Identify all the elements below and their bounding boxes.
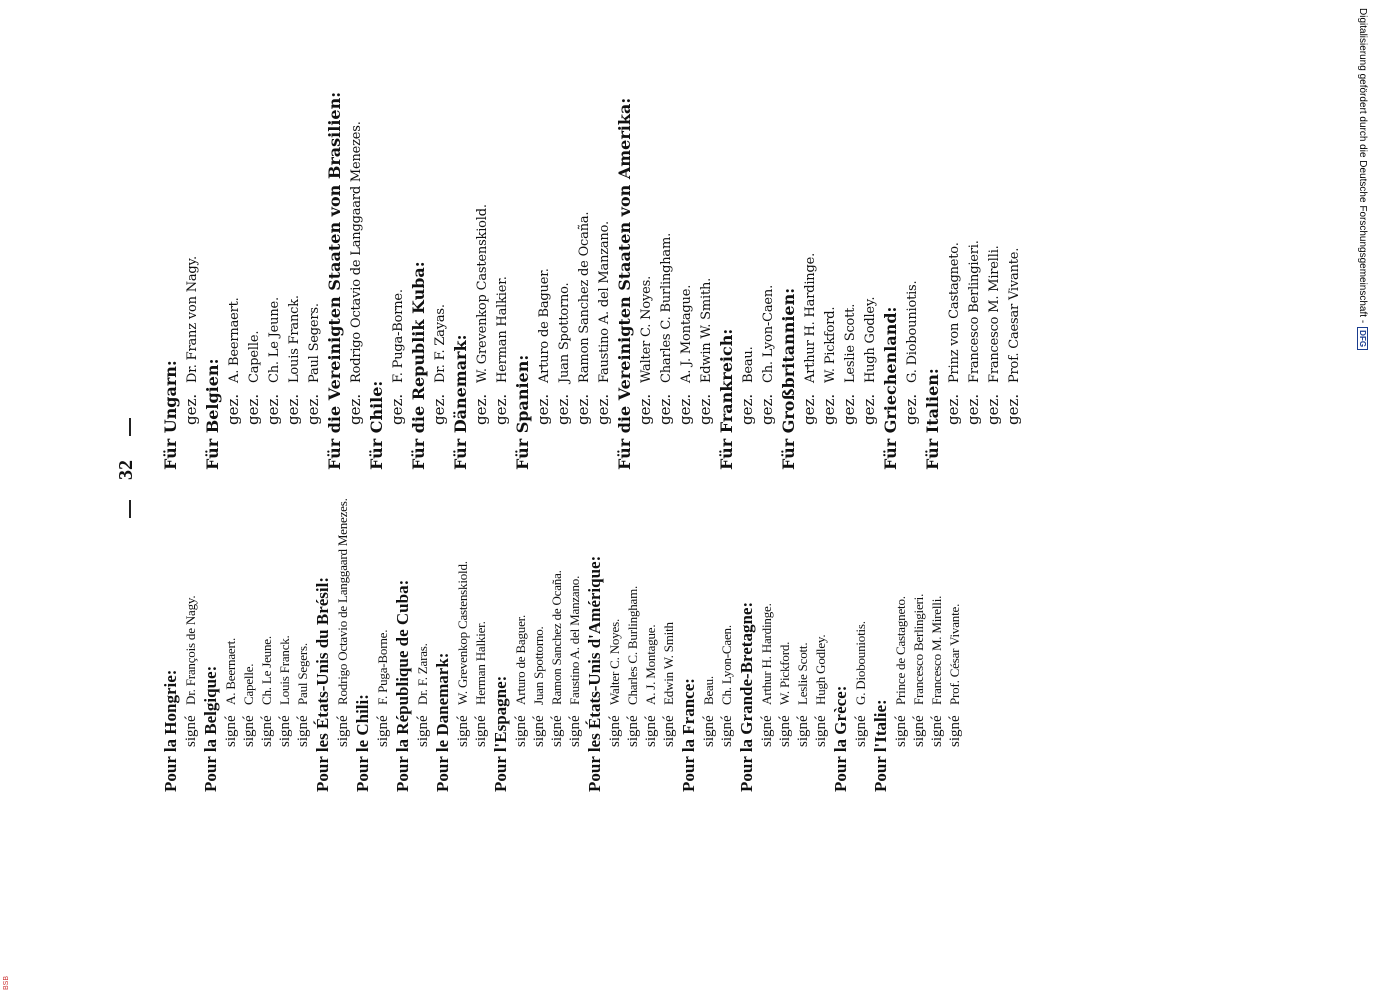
signature-prefix: signé — [567, 715, 583, 747]
signature-prefix: signé — [375, 715, 391, 747]
signatory-line — [964, 150, 984, 470]
signatory-line — [984, 150, 1004, 470]
signature-prefix: signé — [259, 715, 275, 747]
signature-prefix: signé — [277, 715, 293, 747]
signatory-name: Charles C. Burlingham. — [659, 232, 674, 383]
digitization-credit — [1357, 8, 1368, 350]
signatory-line — [346, 121, 366, 470]
signatory-name: Francesco Berlingieri. — [911, 593, 926, 705]
signature-prefix: gez. — [676, 393, 694, 425]
country-heading: Für Großbritannien: — [779, 287, 798, 470]
signatory-name: Capelle. — [247, 330, 262, 383]
signatory-line — [182, 150, 202, 470]
signature-prefix: gez. — [574, 393, 592, 425]
signature-prefix: gez. — [224, 393, 242, 425]
signature-prefix: gez. — [840, 393, 858, 425]
signatory-line — [840, 150, 860, 470]
signature-prefix: signé — [531, 715, 547, 747]
signatory-name: A. J. Montague. — [679, 284, 694, 383]
signature-group — [614, 97, 716, 470]
signatory-line — [594, 150, 614, 470]
signature-prefix: signé — [295, 715, 311, 747]
signatory-line — [758, 150, 778, 470]
signature-prefix: signé — [813, 715, 829, 747]
country-heading: Für Frankreich: — [717, 328, 736, 470]
signatory-name: Arturo de Baguer. — [537, 268, 552, 383]
signatory-name: F. Puga-Borne. — [375, 629, 390, 705]
signatory-name: Francesco M. Mirelli. — [987, 245, 1002, 383]
signature-group — [880, 150, 922, 470]
signatory-line — [944, 150, 964, 470]
signature-prefix: gez. — [636, 393, 654, 425]
signatory-name: Prof. Caesar Vivante. — [1007, 247, 1022, 383]
signatory-name: A. Beernaert. — [223, 637, 238, 705]
library-stamp: BSB — [3, 975, 10, 990]
signatory-name: A. J. Montague. — [643, 624, 658, 705]
signatory-line — [800, 150, 820, 470]
country-heading: Pour l'Espagne: — [491, 675, 510, 792]
signature-prefix: signé — [661, 715, 677, 747]
country-heading: Pour la Belgique: — [201, 665, 220, 792]
signatory-name: Juan Spottorno. — [531, 626, 546, 705]
page-number: 32 — [115, 460, 137, 480]
signatory-name: Prinz von Castagneto. — [947, 242, 962, 383]
signature-prefix: signé — [795, 715, 811, 747]
signatory-line — [656, 150, 676, 470]
signatory-name: Prof. César Vivante. — [947, 603, 962, 705]
signatory-name: Ramon Sanchez de Ocaña. — [549, 570, 564, 705]
signatory-name: Arturo de Baguer. — [513, 614, 528, 705]
signatory-name: Louis Franck. — [287, 295, 302, 383]
signature-prefix: signé — [513, 715, 529, 747]
signature-prefix: gez. — [304, 393, 322, 425]
signature-prefix: gez. — [284, 393, 302, 425]
signatory-name: G. Diobouniotis. — [853, 621, 868, 705]
signatory-name: Paul Segers. — [307, 303, 322, 383]
country-heading: Für Griechenland: — [881, 306, 900, 470]
signatory-name: Herman Halkier. — [495, 276, 510, 383]
page-number-dash-top — [129, 418, 131, 436]
signature-prefix: gez. — [244, 393, 262, 425]
signatory-name: Charles C. Burlingham. — [625, 585, 640, 705]
signatory-name: Capelle. — [241, 663, 256, 705]
signature-prefix: gez. — [1004, 393, 1022, 425]
country-heading: Pour la France: — [679, 678, 698, 792]
signature-prefix: signé — [643, 715, 659, 747]
signatory-name: Ch. Lyon-Caen. — [761, 284, 776, 383]
signature-prefix: signé — [911, 715, 927, 747]
signatory-line — [696, 150, 716, 470]
signatory-name: W. Grevenkop Castenskiold. — [475, 204, 490, 383]
signature-prefix: gez. — [902, 393, 920, 425]
signatory-name: Edwin W. Smith. — [699, 277, 714, 383]
country-heading: Für die Vereinigten Staaten von Brasilien: — [325, 91, 344, 470]
signatory-name: Edwin W. Smith — [661, 622, 676, 705]
signature-prefix: gez. — [430, 393, 448, 425]
signature-prefix: gez. — [944, 393, 962, 425]
signatory-name: Rodrigo Octavio de Langgaard Menezes. — [335, 498, 350, 705]
signatory-name: Walter C. Noyes. — [607, 618, 622, 705]
signatory-name: Prince de Castagneto. — [893, 596, 908, 705]
signatory-name: Juan Spottorno. — [557, 282, 572, 383]
signature-prefix: gez. — [472, 393, 490, 425]
country-heading: Pour le Danemark: — [433, 652, 452, 792]
signature-group — [202, 150, 324, 470]
country-heading: Pour la Grande-Bretagne: — [737, 601, 756, 792]
signature-prefix: gez. — [388, 393, 406, 425]
signature-prefix: gez. — [594, 393, 612, 425]
signatory-line — [534, 150, 554, 470]
country-heading: Pour la République de Cuba: — [393, 579, 412, 792]
country-heading: Pour l'Italie: — [871, 699, 890, 792]
dfg-logo: DFG — [1357, 327, 1368, 350]
signatory-line — [430, 150, 450, 470]
signatory-name: Walter C. Noyes. — [639, 276, 654, 383]
signatory-name: Ch. Le Jeune. — [259, 636, 274, 705]
signatory-line — [676, 150, 696, 470]
signature-prefix: gez. — [800, 393, 818, 425]
signatory-line — [636, 150, 656, 470]
country-heading: Pour la Hongrie: — [161, 669, 180, 792]
signatory-line — [284, 150, 304, 470]
signatory-name: Dr. F. Zaras. — [415, 643, 430, 705]
country-heading: Pour les États-Unis du Brésil: — [313, 576, 332, 792]
signatory-name: Arthur H. Hardinge. — [803, 252, 818, 383]
signatory-name: F. Puga-Borne. — [391, 289, 406, 383]
signatory-name: G. Diobouniotis. — [905, 280, 920, 383]
signatory-name: Leslie Scott. — [795, 642, 810, 705]
german-signature-column — [160, 91, 1024, 470]
signature-prefix: signé — [335, 715, 351, 747]
country-heading: Für Dänemark: — [451, 334, 470, 470]
signatory-name: Ch. Lyon-Caen. — [719, 625, 734, 705]
signature-prefix: signé — [183, 715, 199, 747]
signature-prefix: gez. — [738, 393, 756, 425]
signature-prefix: signé — [719, 715, 735, 747]
signatory-name: A. Beernaert. — [227, 297, 242, 383]
country-heading: Pour la Grèce: — [831, 685, 850, 792]
signatory-name: Hugh Godley. — [863, 296, 878, 383]
country-heading: Für Italien: — [923, 368, 942, 470]
signature-group — [512, 150, 614, 470]
signature-prefix: gez. — [696, 393, 714, 425]
signatory-name: Francesco Berlingieri. — [967, 240, 982, 383]
signature-prefix: gez. — [964, 393, 982, 425]
signature-group — [160, 150, 202, 470]
signatory-name: Faustino A. del Manzano. — [597, 221, 612, 383]
signature-prefix: signé — [455, 715, 471, 747]
signatory-name: Rodrigo Octavio de Langgaard Menezes. — [349, 121, 364, 383]
signatory-name: Hugh Godley. — [813, 634, 828, 705]
country-heading: Pour les États-Unis d'Amérique: — [585, 555, 604, 792]
signatory-line — [388, 150, 408, 470]
country-heading: Für Chile: — [367, 380, 386, 470]
signature-group — [778, 150, 880, 470]
signatory-line — [738, 150, 758, 470]
signatory-line — [264, 150, 284, 470]
country-heading: Für die Vereinigten Staaten von Amerika: — [615, 97, 634, 470]
signatory-line — [860, 150, 880, 470]
signature-prefix: signé — [893, 715, 909, 747]
signatory-line — [472, 150, 492, 470]
page-number-dash-bottom — [129, 500, 131, 518]
signature-prefix: gez. — [182, 393, 200, 425]
signature-prefix: signé — [223, 715, 239, 747]
credit-text: Digitalisierung gefördert durch die Deutsche Forschungsgemeinschaft - — [1357, 8, 1368, 324]
signature-prefix: gez. — [264, 393, 282, 425]
country-heading: Für Spanien: — [513, 354, 532, 470]
signatory-name: Leslie Scott. — [843, 303, 858, 383]
signature-prefix: signé — [625, 715, 641, 747]
signature-group — [324, 91, 366, 470]
signature-prefix: signé — [415, 715, 431, 747]
signature-prefix: signé — [549, 715, 565, 747]
signature-prefix: signé — [701, 715, 717, 747]
country-heading: Für Ungarn: — [161, 360, 180, 470]
signature-prefix: signé — [607, 715, 623, 747]
signature-prefix: gez. — [860, 393, 878, 425]
signatory-line — [224, 150, 244, 470]
signatory-name: Beau. — [741, 346, 756, 383]
signature-group — [922, 150, 1024, 470]
signature-prefix: signé — [777, 715, 793, 747]
country-heading: Für die Republik Kuba: — [409, 261, 428, 470]
signatory-line — [1004, 150, 1024, 470]
signature-prefix: gez. — [984, 393, 1002, 425]
signature-group — [716, 150, 778, 470]
signature-group — [408, 150, 450, 470]
signatory-name: W. Grevenkop Castenskiold. — [455, 561, 470, 705]
signatory-name: W. Pickford. — [777, 641, 792, 705]
country-heading: Pour le Chili: — [353, 694, 372, 792]
signatory-name: Paul Segers. — [295, 643, 310, 705]
signature-prefix: signé — [853, 715, 869, 747]
signatory-name: Louis Franck. — [277, 635, 292, 705]
signatory-name: Francesco M. Mirelli. — [929, 595, 944, 705]
signatory-name: W. Pickford. — [823, 306, 838, 383]
signature-prefix: signé — [473, 715, 489, 747]
signature-prefix: gez. — [656, 393, 674, 425]
signatory-line — [902, 150, 922, 470]
signatory-name: Dr. F. Zayas. — [433, 304, 448, 383]
signature-prefix: gez. — [758, 393, 776, 425]
signatory-line — [244, 150, 264, 470]
signatory-line — [554, 150, 574, 470]
signature-prefix: signé — [241, 715, 257, 747]
signatory-name: Arthur H. Hardinge. — [759, 603, 774, 705]
signature-group — [366, 150, 408, 470]
signature-group — [450, 150, 512, 470]
signature-prefix: gez. — [492, 393, 510, 425]
signature-prefix: gez. — [554, 393, 572, 425]
signatory-name: Dr. François de Nagy. — [183, 595, 198, 705]
signatory-line — [304, 150, 324, 470]
signature-prefix: gez. — [820, 393, 838, 425]
signature-prefix: signé — [947, 715, 963, 747]
signatory-line — [820, 150, 840, 470]
signature-prefix: gez. — [346, 393, 364, 425]
signatory-name: Ramon Sanchez de Ocaña. — [577, 211, 592, 383]
signatory-name: Beau. — [701, 676, 716, 705]
signatory-line — [492, 150, 512, 470]
signatory-line — [574, 150, 594, 470]
signatory-name: Ch. Le Jeune. — [267, 297, 282, 383]
signatory-name: Faustino A. del Manzano. — [567, 575, 582, 705]
country-heading: Für Belgien: — [203, 358, 222, 470]
signature-prefix: signé — [929, 715, 945, 747]
signature-prefix: gez. — [534, 393, 552, 425]
signature-prefix: signé — [759, 715, 775, 747]
signatory-name: Herman Halkier. — [473, 621, 488, 705]
signatory-name: Dr. Franz von Nagy. — [185, 256, 200, 383]
